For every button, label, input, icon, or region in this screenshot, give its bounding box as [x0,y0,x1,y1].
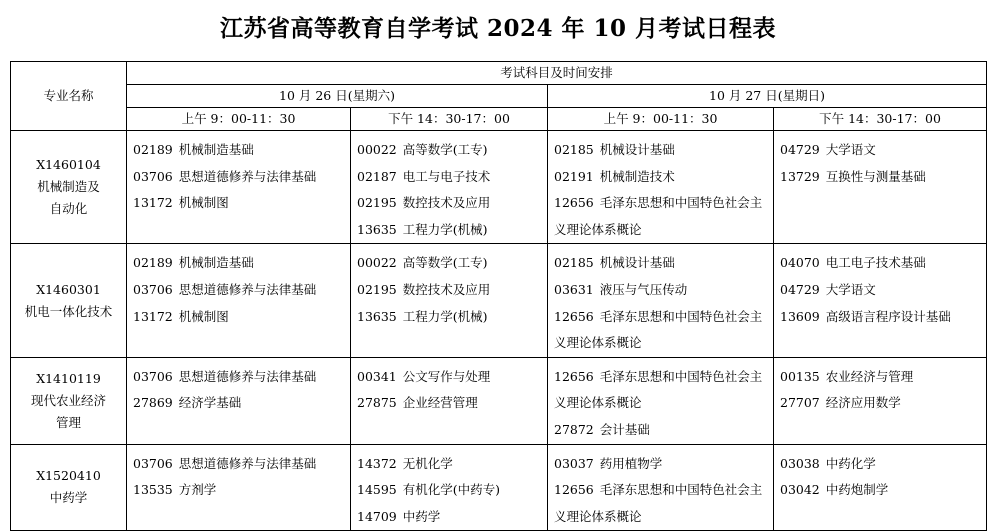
subject-name: 农业经济与管理 [825,368,914,384]
major-name1: 中药学 [49,490,88,506]
subject-item [780,250,980,277]
subject-cell-d2pm [774,131,987,244]
subject-name: 机械制造基础 [178,142,254,157]
major-cell [11,357,127,444]
major-name-header: 专业名称 [11,62,127,131]
subject-code: 02185 [554,142,594,157]
subject-name: 机械制图 [178,195,229,211]
table-row [11,131,987,244]
subject-code: 14595 [357,482,397,498]
subject-cell-d2pm [774,444,987,531]
subject-name: 经济应用数学 [825,395,901,411]
subject-item [780,304,980,331]
subject-item [780,364,980,391]
subject-code: 03631 [554,281,594,297]
subject-item [133,137,344,164]
subject-code: 14709 [357,508,397,524]
subject-code: 03042 [780,482,820,498]
subject-cell-d1am [127,444,351,531]
subject-code: 13172 [133,195,173,211]
subject-code: 02189 [133,255,173,271]
major-name2: 自动化 [49,201,88,217]
subject-item [357,304,541,331]
subject-item [554,477,767,530]
subject-code: 13535 [133,482,173,498]
subject-code: 13729 [780,168,820,184]
subject-code: 03706 [133,281,173,297]
subject-cell-d1pm [351,131,548,244]
subject-name: 中药化学 [825,455,876,471]
subject-code: 27872 [554,421,594,437]
subject-name: 思想道德修养与法律基础 [178,455,317,471]
major-name1: 机电一体化技术 [24,303,113,319]
major-cell [11,444,127,531]
subject-code: 03706 [133,168,173,184]
subject-code: 03706 [133,368,173,384]
subject-cell-d1am [127,244,351,357]
day2-pm-header: 下午 14：30-17：00 [774,108,987,131]
major-name2: 管理 [55,414,81,430]
subject-code: 04070 [780,255,820,271]
subject-item [554,277,767,304]
major-cell [11,131,127,244]
subject-code: 12656 [554,482,594,498]
subject-cell-d2am [548,244,774,357]
subject-item [554,137,767,164]
subject-name: 机械制图 [178,308,229,324]
subject-code: 04729 [780,281,820,297]
subject-cell-d1am [127,357,351,444]
exam-schedule-table [10,61,987,531]
subject-item [133,390,344,417]
subject-code: 00135 [780,368,820,384]
subject-name: 机械设计基础 [599,142,675,157]
major-code: X1460104 [36,157,101,173]
subject-item [357,364,541,391]
subject-code: 02195 [357,281,397,297]
subject-code: 03037 [554,455,594,471]
subject-item [357,250,541,277]
subject-item [554,364,767,417]
subject-name: 思想道德修养与法律基础 [178,368,317,384]
subject-item [357,390,541,417]
subject-code: 12656 [554,195,594,211]
subject-code: 14372 [357,455,397,471]
subject-item [780,277,980,304]
subject-name: 公文写作与处理 [402,368,491,384]
subject-code: 03706 [133,455,173,471]
subject-item [780,137,980,164]
major-code: X1460301 [36,281,101,297]
subject-code: 13635 [357,308,397,324]
subject-name: 毛泽东思想和中国特色社会主义理论体系概论 [554,308,763,351]
subject-name: 高级语言程序设计基础 [825,308,951,324]
day1-am-header: 上午 9：00-11：30 [127,108,351,131]
subject-name: 工程力学(机械) [402,221,488,237]
schedule-header: 考试科目及时间安排 [127,62,987,85]
subject-code: 27707 [780,395,820,411]
subject-name: 高等数学(工专) [402,255,488,271]
subject-name: 机械制造技术 [599,168,675,184]
subject-item [357,217,541,244]
subject-item [133,451,344,478]
subject-name: 毛泽东思想和中国特色社会主义理论体系概论 [554,482,763,524]
subject-code: 00022 [357,255,397,271]
table-row [11,444,987,531]
subject-item [357,477,541,504]
subject-item [357,277,541,304]
subject-code: 13609 [780,308,820,324]
subject-item [133,364,344,391]
subject-code: 27869 [133,395,173,411]
subject-item [554,304,767,357]
subject-code: 03038 [780,455,820,471]
subject-cell-d2pm [774,357,987,444]
subject-name: 中药炮制学 [825,482,889,498]
subject-name: 电工与电子技术 [402,168,491,184]
subject-name: 经济学基础 [178,395,242,411]
subject-item [780,390,980,417]
subject-code: 13635 [357,221,397,237]
subject-name: 有机化学(中药专) [402,482,501,498]
subject-cell-d2am [548,444,774,531]
table-row [11,357,987,444]
subject-code: 02185 [554,255,594,271]
subject-cell-d1pm [351,444,548,531]
subject-name: 毛泽东思想和中国特色社会主义理论体系概论 [554,195,763,237]
subject-code: 02189 [133,142,173,157]
table-row [11,244,987,357]
subject-code: 12656 [554,368,594,384]
subject-item [554,190,767,243]
subject-name: 高等数学(工专) [402,142,488,157]
page-title: 江苏省高等教育自学考试 2024 年 10 月考试日程表 [219,15,777,42]
subject-item [554,250,767,277]
subject-name: 大学语文 [825,142,876,157]
subject-name: 液压与气压传动 [599,281,688,297]
subject-item [357,190,541,217]
subject-code: 27875 [357,395,397,411]
subject-cell-d1pm [351,244,548,357]
subject-cell-d2pm [774,244,987,357]
subject-name: 无机化学 [402,455,453,471]
subject-name: 药用植物学 [599,455,663,471]
subject-item [133,277,344,304]
subject-name: 思想道德修养与法律基础 [178,281,317,297]
subject-cell-d1pm [351,357,548,444]
subject-name: 数控技术及应用 [402,281,491,297]
major-code: X1410119 [36,370,101,386]
subject-item [133,164,344,191]
subject-name: 方剂学 [178,482,217,498]
subject-code: 02187 [357,168,397,184]
major-name1: 机械制造及 [37,179,100,195]
subject-code: 00341 [357,368,397,384]
subject-item [554,164,767,191]
subject-name: 大学语文 [825,281,876,297]
subject-item [780,477,980,504]
day1-pm-header: 下午 14：30-17：00 [351,108,548,131]
subject-cell-d2am [548,357,774,444]
subject-item [357,504,541,531]
day2-header: 10 月 27 日(星期日) [548,85,987,108]
subject-name: 企业经营管理 [402,395,478,411]
major-cell [11,244,127,357]
subject-item [357,451,541,478]
subject-name: 工程力学(机械) [402,308,488,324]
subject-name: 机械设计基础 [599,255,675,271]
subject-name: 互换性与测量基础 [825,168,926,184]
subject-item [357,164,541,191]
subject-item [780,451,980,478]
subject-item [133,477,344,504]
subject-name: 机械制造基础 [178,255,254,271]
major-name1: 现代农业经济 [30,392,106,408]
subject-item [133,304,344,331]
subject-item [554,417,767,444]
subject-cell-d2am [548,131,774,244]
subject-code: 02191 [554,168,594,184]
subject-name: 中药学 [402,508,441,524]
subject-code: 04729 [780,142,820,157]
subject-code: 13172 [133,308,173,324]
subject-name: 电工电子技术基础 [825,255,926,271]
subject-cell-d1am [127,131,351,244]
subject-name: 思想道德修养与法律基础 [178,168,317,184]
subject-name: 数控技术及应用 [402,195,491,211]
subject-item [357,137,541,164]
subject-item [133,250,344,277]
subject-name: 会计基础 [599,421,650,437]
subject-code: 02195 [357,195,397,211]
subject-item [554,451,767,478]
subject-code: 12656 [554,308,594,324]
subject-name: 毛泽东思想和中国特色社会主义理论体系概论 [554,368,763,411]
subject-item [780,164,980,191]
day2-am-header: 上午 9：00-11：30 [548,108,774,131]
subject-item [133,190,344,217]
major-code: X1520410 [36,468,101,484]
subject-code: 00022 [357,142,397,157]
day1-header: 10 月 26 日(星期六) [127,85,548,108]
